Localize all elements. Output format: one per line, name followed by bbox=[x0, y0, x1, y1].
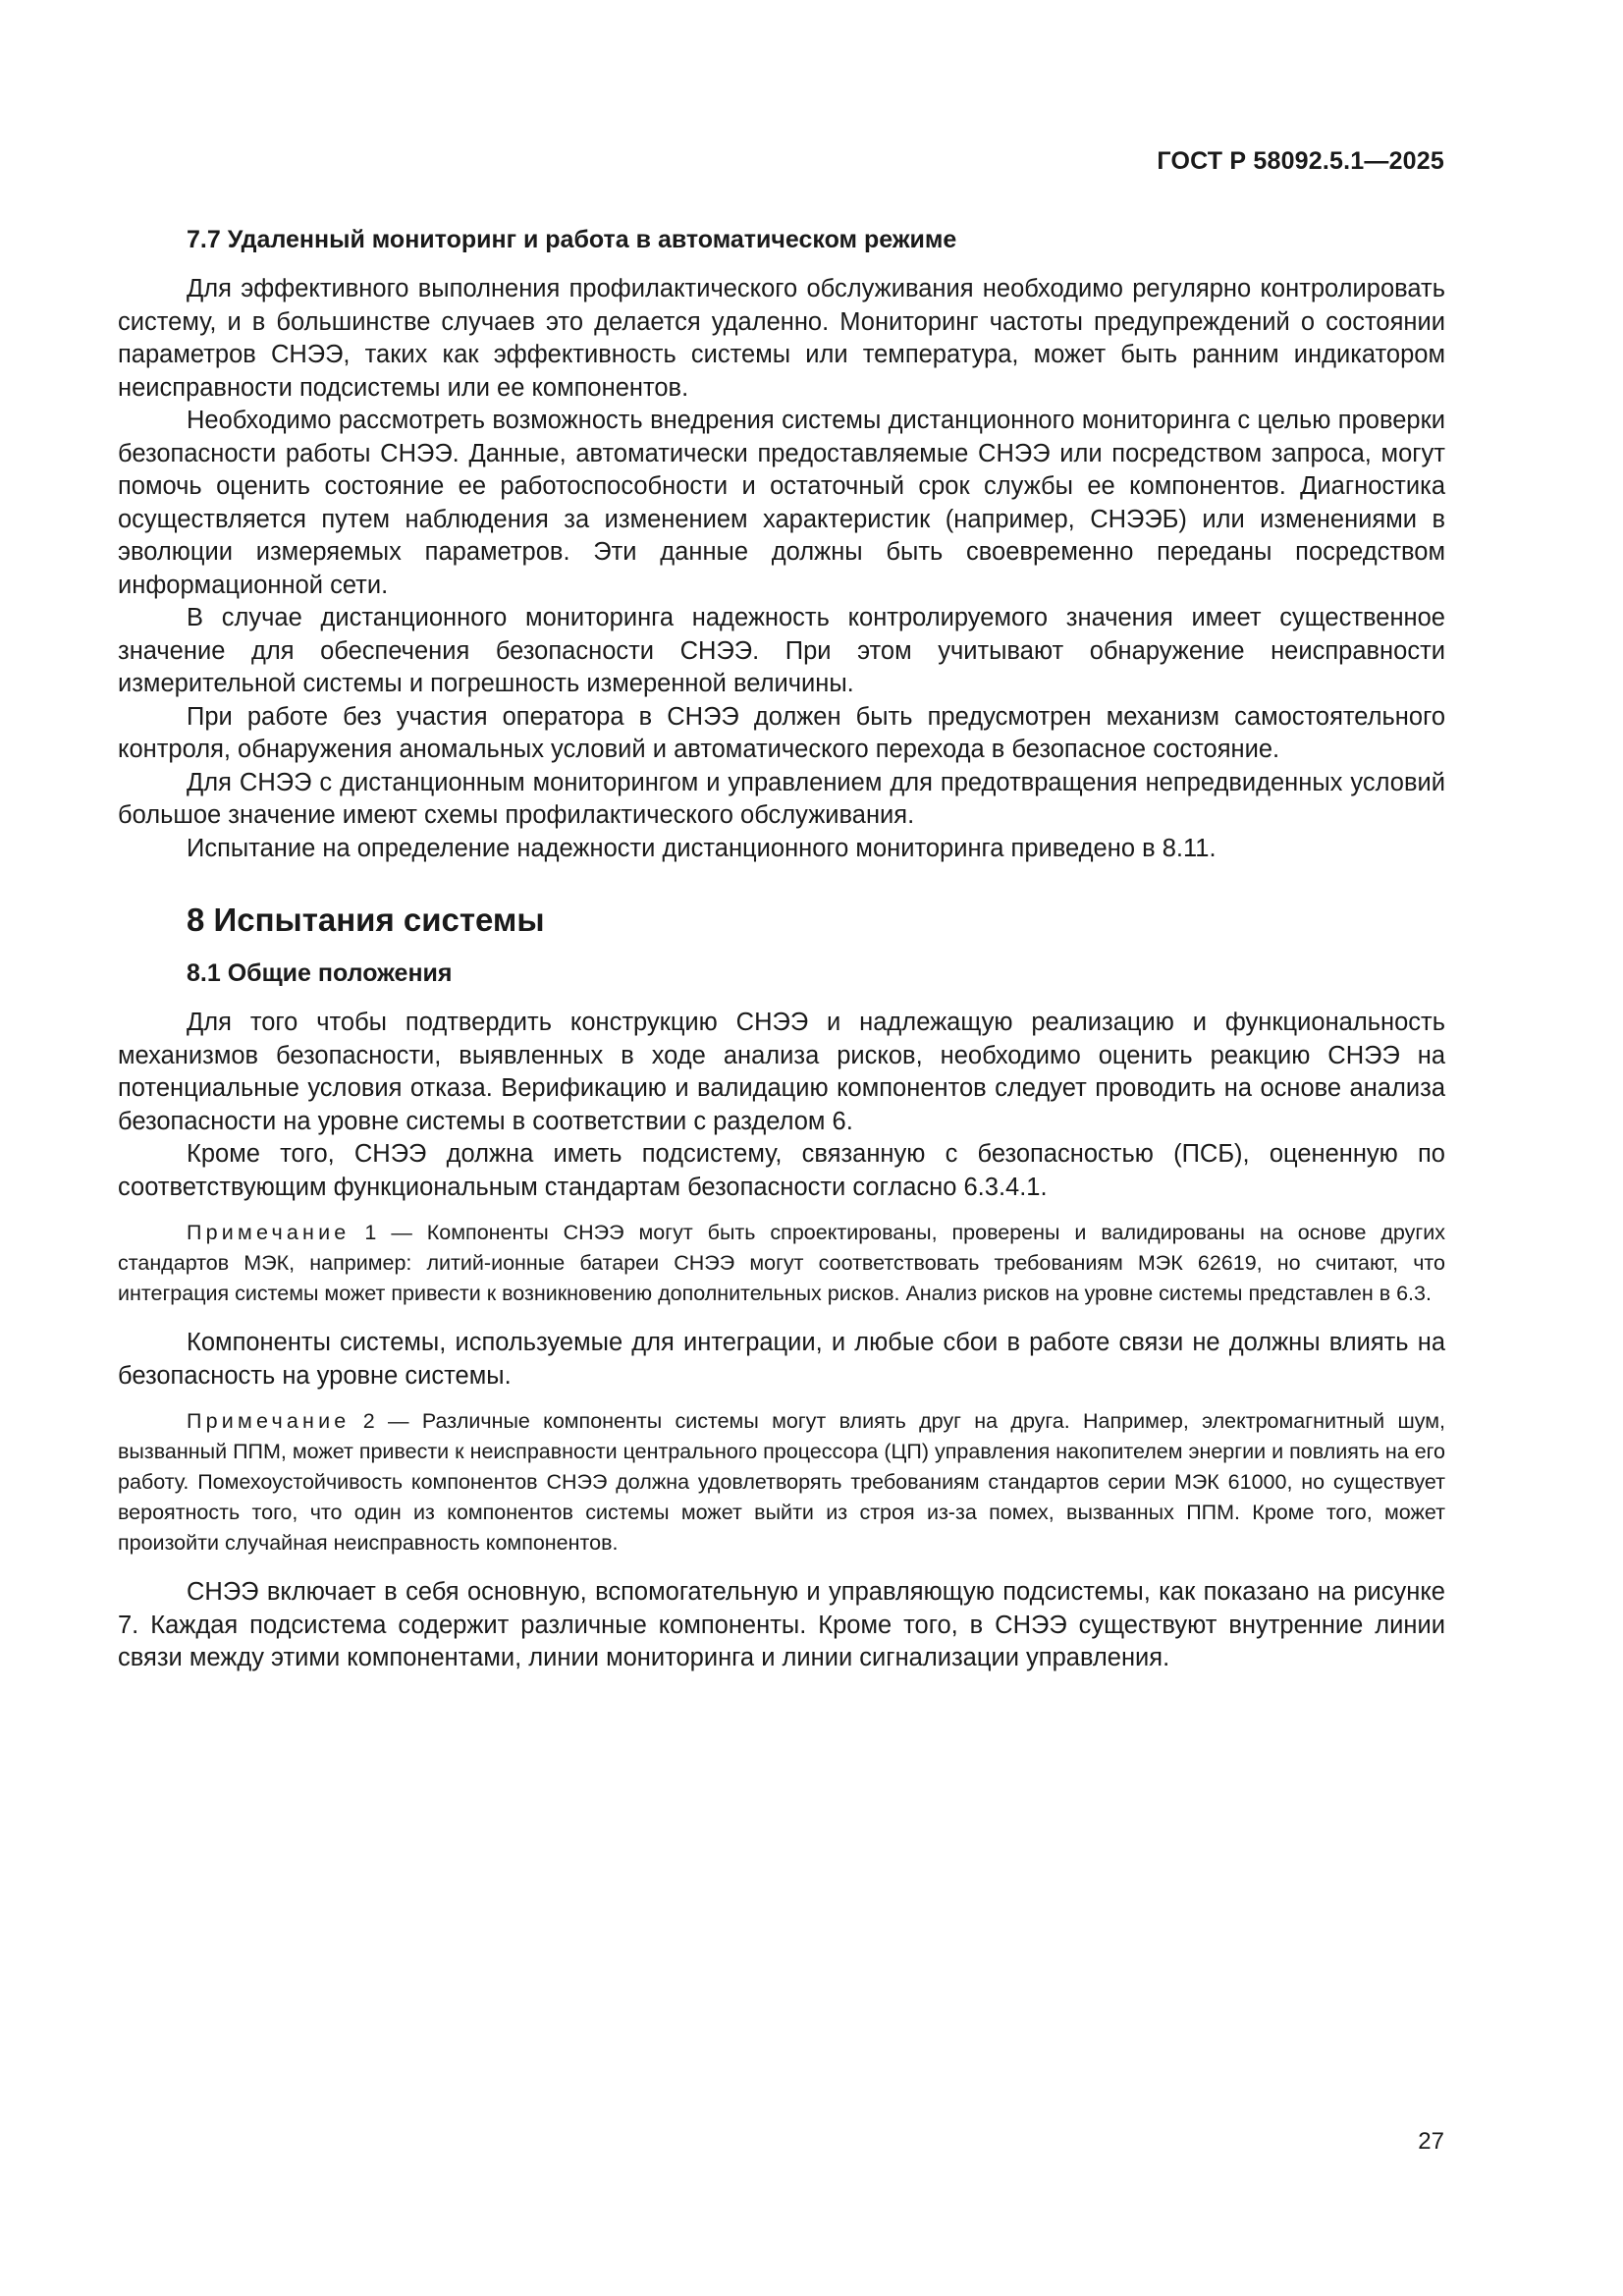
section-8-1-paragraph-2: Кроме того, СНЭЭ должна иметь подсистему, связанную с безопасностью (ПСБ), оцененную по соответствующим функциональным стандартам безопасности согласно 6.3.4.1. bbox=[118, 1140, 1445, 1201]
section-7-7-paragraph-4: При работе без участия оператора в СНЭЭ должен быть предусмотрен механизм самостоятельного контроля, обнаружения аномальных условий и автоматического перехода в безопасное состояние. bbox=[118, 702, 1445, 763]
section-8-1-title: 8.1 Общие положения bbox=[187, 959, 453, 987]
section-8-title: 8 Испытания системы bbox=[187, 902, 545, 938]
note-2-text: 2 — Различные компоненты системы могут влиять друг на друга. Например, электромагнитный шум, вызванный ППМ, может привести к неисправности центрального процессора (ЦП) управления накопителем энергии и повлиять на его работу. Помехоустойчивость компонентов СНЭЭ должна удовлетворять требованиям стандартов серии МЭК 61000, но существует вероятность того, что один из компонентов системы может выйти из строя из-за помех, вызванных ППМ. Кроме того, может произойти случайная неисправность компонентов. bbox=[118, 1409, 1445, 1555]
section-8-1-paragraph-3: Компоненты системы, используемые для интеграции, и любые сбои в работе связи не должны влиять на безопасность на уровне системы. bbox=[118, 1329, 1445, 1390]
section-7-7-paragraph-5: Для СНЭЭ с дистанционным мониторингом и управлением для предотвращения непредвиденных условий большое значение имеют схемы профилактического обслуживания. bbox=[118, 768, 1445, 829]
section-7-7-title: 7.7 Удаленный мониторинг и работа в автоматическом режиме bbox=[187, 226, 957, 253]
note-2 bbox=[118, 1406, 1445, 1558]
document-header: ГОСТ Р 58092.5.1—2025 bbox=[1157, 147, 1444, 175]
note-2-lead: Примечание bbox=[187, 1409, 351, 1433]
section-7-7-paragraph-6: Испытание на определение надежности дистанционного мониторинга приведено в 8.11. bbox=[187, 834, 1217, 862]
section-8-1-paragraph-4: СНЭЭ включает в себя основную, вспомогательную и управляющую подсистемы, как показано на рисунке 7. Каждая подсистема содержит различные компоненты. Кроме того, в СНЭЭ существуют внутренние линии связи между этими компонентами, линии мониторинга и линии сигнализации управления. bbox=[118, 1578, 1445, 1671]
page-content bbox=[118, 224, 1445, 1675]
section-7-7-paragraph-3: В случае дистанционного мониторинга надежность контролируемого значения имеет существенное значение для обеспечения безопасности СНЭЭ. При этом учитывают обнаружение неисправности измерительной системы и погрешность измеренной величины. bbox=[118, 604, 1445, 697]
note-1 bbox=[118, 1218, 1445, 1309]
note-1-lead: Примечание bbox=[187, 1221, 351, 1244]
section-7-7-paragraph-1: Для эффективного выполнения профилактического обслуживания необходимо регулярно контролировать систему, и в большинстве случаев это делается удаленно. Мониторинг частоты предупреждений о состоянии параметров СНЭЭ, таких как эффективность системы или температура, может быть ранним индикатором неисправности подсистемы или ее компонентов. bbox=[118, 275, 1445, 402]
note-1-text: 1 — Компоненты СНЭЭ могут быть спроектированы, проверены и валидированы на основе других стандартов МЭК, например: литий-ионные батареи СНЭЭ могут соответствовать требованиям МЭК 62619, но считают, что интеграция системы может привести к возникновению дополнительных рисков. Анализ рисков на уровне системы представлен в 6.3. bbox=[118, 1221, 1445, 1305]
section-7-7-paragraph-2: Необходимо рассмотреть возможность внедрения системы дистанционного мониторинга с целью проверки безопасности работы СНЭЭ. Данные, автоматически предоставляемые СНЭЭ или посредством запроса, могут помочь оценить состояние ее работоспособности и остаточный срок службы ее компонентов. Диагностика осуществляется путем наблюдения за изменением характеристик (например, СНЭЭБ) или изменениями в эволюции измеряемых параметров. Эти данные должны быть своевременно переданы посредством информационной сети. bbox=[118, 407, 1445, 599]
section-8-1-paragraph-1: Для того чтобы подтвердить конструкцию СНЭЭ и надлежащую реализацию и функциональность механизмов безопасности, выявленных в ходе анализа рисков, необходимо оценить реакцию СНЭЭ на потенциальные условия отказа. Верификацию и валидацию компонентов следует проводить на основе анализа безопасности на уровне системы в соответствии с разделом 6. bbox=[118, 1009, 1445, 1135]
page-number: 27 bbox=[1418, 2128, 1444, 2155]
